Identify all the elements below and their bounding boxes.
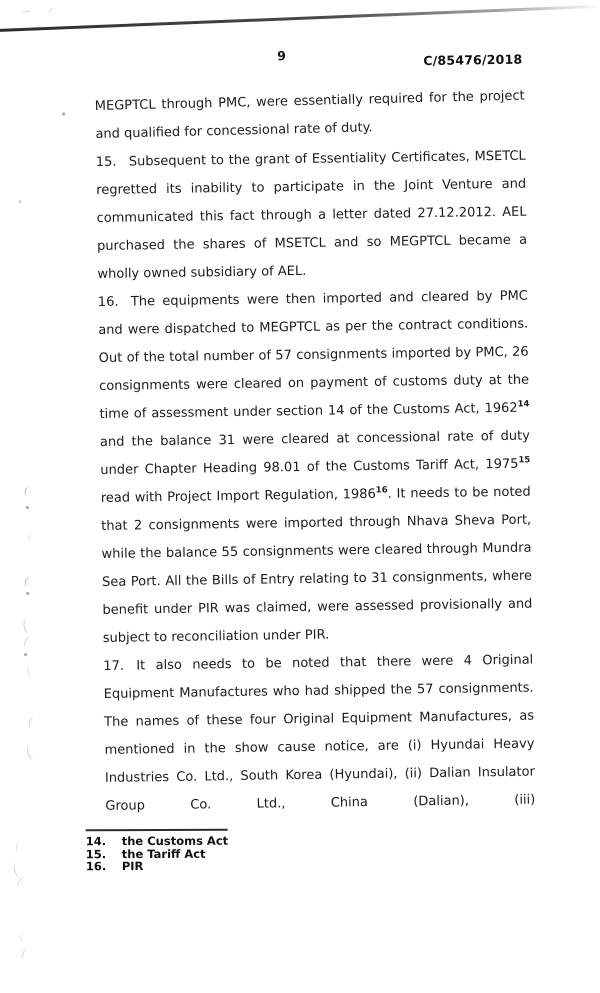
scan-smudge <box>24 487 32 497</box>
footnote-row <box>86 860 228 873</box>
scan-smudge <box>28 715 38 729</box>
document-body <box>95 87 536 821</box>
scan-smudge <box>22 619 32 634</box>
paragraph: MEGPTCL through PMC, were essentially required for the project and qualified for concessional rate of duty. <box>94 88 525 142</box>
footnote-number: 15. <box>85 846 107 861</box>
scan-smudge <box>28 531 37 540</box>
footnote-text: the Customs Act <box>121 833 229 849</box>
scan-smudge <box>25 745 37 761</box>
footnote-number: 16. <box>85 859 107 874</box>
paragraph-number: 16. <box>97 294 119 310</box>
footnote-row <box>86 835 228 848</box>
footnote-ref: 16 <box>375 485 388 496</box>
footnote-ref: 14 <box>517 399 530 410</box>
scan-smudge <box>15 842 24 853</box>
scan-smudge <box>23 635 34 649</box>
scan-smudge <box>21 947 31 960</box>
paragraph: 16. The equipments were then imported and cleared by PMC and were dispatched to MEGPTCL as per the contract conditions. Out of the total number of 57 consignments imported by PMC, 26 consignments were cleared on payment of customs duty at the time of assessment under section 14 of the Customs Act, 1962$^{14}$ and the balance 31 were cleared at concessional rate of duty under Chapter Heading 98.01 of the Customs Tariff Act, 1975$^{15}$ read with Project Import Regulation, 1986$^{16}$. It needs to be noted that 2 consignments were imported through Nhava Sheva Port, while the balance 55 consignments were cleared through Mundra Sea Port. All the Bills of Entry relating to 31 consignments, where benefit under PIR was claimed, were assessed provisionally and subject to reconciliation under PIR. <box>97 288 533 646</box>
footnote-ref: 15 <box>518 455 531 466</box>
paragraph-number: 17. <box>103 658 125 674</box>
paragraph: 15. Subsequent to the grant of Essentiality Certificates, MSETCL regretted its inability to participate in the Joint Venture and communicated this fact through a letter dated 27.12.2012. AEL purchased the shares of MSETCL and so MEGPTCL became a wholly owned subsidiary of AEL. <box>95 148 528 282</box>
scan-smudge <box>18 200 21 203</box>
scan-edge-line <box>0 4 600 33</box>
footnote-text: the Tariff Act <box>121 846 206 861</box>
footnote-text: PIR <box>121 859 144 874</box>
footnote-row <box>86 847 228 860</box>
paragraph: 17. It also needs to be noted that there were 4 Original Equipment Manufactures who had shipped the 57 consignments. The names of these four Original Equipment Manufactures, as mentioned in the show cause notice, are (i) Hyundai Heavy Industries Co. Ltd., South Korea (Hyundai), (ii) Dalian Insulator Group Co. Ltd., China (Dalian), (iii) <box>103 652 536 814</box>
case-number: C/85476/2018 <box>423 51 523 69</box>
scan-smudge <box>26 506 29 509</box>
footnote-separator <box>86 829 228 831</box>
scan-smudge <box>26 592 29 595</box>
scan-smudge <box>24 576 34 588</box>
scan-smudge <box>24 653 27 656</box>
footnote-list <box>86 835 229 873</box>
scan-smudge <box>62 112 65 115</box>
footnote-number: 14. <box>85 834 107 849</box>
paragraph-number: 15. <box>95 154 117 170</box>
scan-smudge <box>21 10 30 13</box>
scan-smudge <box>26 666 35 677</box>
page-number: 9 <box>277 48 287 64</box>
footnotes-block <box>86 829 229 873</box>
scan-smudge <box>48 6 58 16</box>
scan-smudge <box>19 932 28 943</box>
